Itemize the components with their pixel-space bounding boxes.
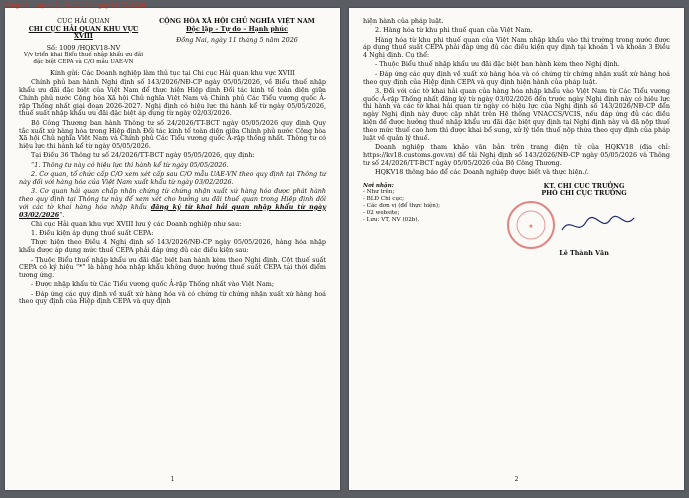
paragraph: Doanh nghiệp tham khảo văn bản trên trang điện tử của HQKV18 (địa chỉ: https://kv18.customs.gov.vn) để tải Nghị định số 143/2026/NĐ-CP ngày 05/05/2026 và Thông tư số 24/2026/TT-BCT ngày 05/05/2026 của Bộ Công Thương.	[363, 142, 670, 167]
quote-emphasis: đăng ký từ khai hải quan nhập khẩu từ ngày 03/02/2026	[19, 202, 326, 219]
quote: 2. Cơ quan, tổ chức cấp C/O xem xét cấp sau C/O mẫu UAE-VN theo quy định tại Thông tư này đối với hàng hóa của Việt Nam xuất khẩu từ ngày 03/02/2026.	[19, 170, 326, 186]
agency-parent: CỤC HẢI QUAN	[57, 17, 110, 25]
doc-header	[19, 18, 326, 66]
page-number: 2	[514, 476, 519, 484]
paragraph: Chính phủ ban hành Nghị định số 143/2026/NĐ-CP ngày 05/05/2026, về Biểu thuế nhập khẩu ưu đãi đặc biệt của Việt Nam để thực hiện Hiệp định Đối tác kinh tế toàn diện giữa Chính phủ nước Cộng hòa Xã hội Chủ nghĩa Việt Nam và Chính phủ Các Tiểu vương quốc Ả-rập Thống nhất giai đoạn 2026-2027. Nghị định có hiệu lực thi hành kể từ ngày 05/05/2026, thuế suất nhập khẩu ưu đãi đặc biệt áp dụng từ ngày 02/03/2026.	[19, 78, 326, 118]
recipient-item: - Như trên;	[363, 189, 395, 196]
page-number: 1	[170, 476, 175, 484]
recipients-title: Nơi nhận:	[363, 182, 394, 189]
signature-block	[363, 183, 670, 258]
bullet: - Đáp ứng các quy định về xuất xứ hàng hóa và có chứng từ chứng nhận xuất xứ hàng hoá theo quy định của Hiệp định CEPA và quy định	[19, 289, 326, 306]
paragraph: Tại Điều 36 Thông tư số 24/2026/TT-BCT ngày 05/05/2026, quy định:	[31, 151, 255, 160]
quote	[19, 188, 326, 219]
signer-title: KT. CHI CỤC TRƯỞNG	[543, 181, 625, 190]
section-heading: 1. Điều kiện áp dụng thuế suất CEPA:	[31, 229, 154, 238]
agency-name: CHI CỤC HẢI QUAN KHU VỰC XVIII	[28, 24, 139, 41]
svg-text:★: ★	[528, 223, 534, 231]
place-date: Đồng Nai, ngày 11 tháng 5 năm 2026	[176, 36, 298, 45]
recipients	[363, 183, 486, 258]
section-heading: 2. Hàng hóa từ khu phi thuế quan của Việt Nam.	[375, 26, 533, 35]
recipient-item: - Lưu: VT, NV (02b).	[363, 216, 420, 223]
paragraph: Thực hiện theo Điều 4 Nghị định số 143/2026/NĐ-CP ngày 05/05/2026, hàng hóa nhập khẩu được áp dụng mức thuế CEPA phải đáp ứng đủ các điều kiện sau:	[19, 238, 326, 255]
quote: “1. Thông tư này có hiệu lực thi hành kể từ ngày 05/05/2026.	[31, 160, 229, 169]
recipient-item: - Các đơn vị (để thực hiện);	[363, 203, 440, 210]
paragraph: Bộ Công Thương ban hành Thông tư số 24/2026/TT-BCT ngày 05/05/2026 quy định Quy tắc xuất xứ hàng hóa trong Hiệp định Đối tác kinh tế toàn diện giữa Chính phủ nước Cộng hòa Xã hội Chủ nghĩa Việt Nam và Chính phủ Các Tiểu vương quốc Ả-rập thống nhất. Thông tư có hiệu lực thi hành kể từ ngày 05/05/2026.	[19, 118, 326, 151]
bullet: - Được nhập khẩu từ Các Tiểu vương quốc Ả-rập Thống nhất vào Việt Nam;	[31, 280, 274, 289]
quote-text: 3. Cơ quan hải quan chấp nhận chứng từ chứng nhận xuất xứ hàng hóa được phát hành theo quy định tại Thông tư này để xem xét cho hưởng ưu đãi thuế quan trong Hiệp định đối với các tờ khai hàng hóa nhập khẩu	[19, 187, 326, 211]
doc-number: Số: 1009 /HQKV18-NV	[46, 43, 121, 52]
top-note: Công văn cập nhật lúc 17h00 ngày 11/05/2026	[4, 2, 146, 9]
seal-icon	[506, 200, 556, 250]
paragraph: HQKV18 thông báo để các Doanh nghiệp được biết và thực hiện./.	[375, 167, 589, 176]
bullet: - Thuộc Biểu thuế nhập khẩu ưu đãi đặc biệt ban hành kèm theo Nghị định. Cột thuế suất CEPA có ký hiệu “*” là hàng hóa nhập khẩu không được hưởng thuế suất CEPA tại thời điểm tương ứng.	[19, 255, 326, 280]
paragraph: 3. Đối với các tờ khai hải quan của hàng hóa nhập khẩu vào Việt Nam từ Các Tiểu vương quốc Ả-rập Thống nhất đăng ký từ ngày 03/02/2026 đến trước ngày Nghị định này có hiệu lực thi hành và các tờ khai hải quan từ ngày có hiệu lực của Nghị định số 143/2026/NĐ-CP đến ngày Nghị định này được cập nhật trên Hệ thống VNACCS/VCIS, nếu đáp ứng đủ các điều kiện để được hưởng thuế nhập khẩu ưu đãi đặc biệt quy định tại Nghị định này và đã nộp thuế theo mức thuế cao hơn thì được khai bổ sung, xử lý tiền thuế nộp thừa theo quy định của pháp luật về quản lý thuế.	[363, 86, 670, 142]
signature-area	[498, 198, 670, 250]
bullet: - Thuộc Biểu thuế nhập khẩu ưu đãi đặc biệt ban hành kèm theo Nghị định.	[375, 60, 620, 69]
signer-title: PHÓ CHI CỤC TRƯỞNG	[541, 189, 627, 198]
country-name: CỘNG HÒA XÃ HỘI CHỦ NGHĨA VIỆT NAM	[159, 17, 315, 25]
doc-subject: V/v triển khai Biểu thuế nhập khẩu ưu đãi đặc biệt CEPA và C/O mẫu UAE-VN	[23, 52, 143, 66]
greeting: Kính gửi: Các Doanh nghiệp làm thủ tục tại Chi cục Hải quan khu vực XVIII	[50, 68, 295, 77]
paragraph: hiện hành của pháp luật.	[363, 17, 444, 25]
signature-icon	[558, 212, 638, 238]
signer-name: Lê Thành Văn	[559, 249, 609, 258]
signer	[498, 183, 670, 258]
motto: Độc lập – Tự do – Hạnh phúc	[185, 24, 288, 33]
recipient-item: - 02 website;	[363, 209, 400, 216]
recipient-item: - BLĐ Chi cục;	[363, 196, 404, 203]
quote-end: ”.	[59, 210, 65, 219]
document-page-2	[349, 8, 684, 490]
bullet: - Đáp ứng các quy định về xuất xứ hàng hóa và có chứng từ chứng nhận xuất xứ hàng hoá theo quy định của Hiệp định CEPA và quy định hiện hành của pháp luật.	[363, 69, 670, 86]
paragraph: Chi cục Hải quan khu vực XVIII lưu ý các Doanh nghiệp như sau:	[31, 219, 242, 228]
document-page-1	[5, 8, 340, 490]
paragraph: Hàng hóa từ khu phi thuế quan của Việt Nam nhập khẩu vào thị trường trong nước được áp dụng thuế suất CEPA phải đáp ứng đủ các điều kiện quy định tại khoản 1 và khoản 3 Điều 4 Nghị định. Cụ thể:	[363, 35, 670, 60]
